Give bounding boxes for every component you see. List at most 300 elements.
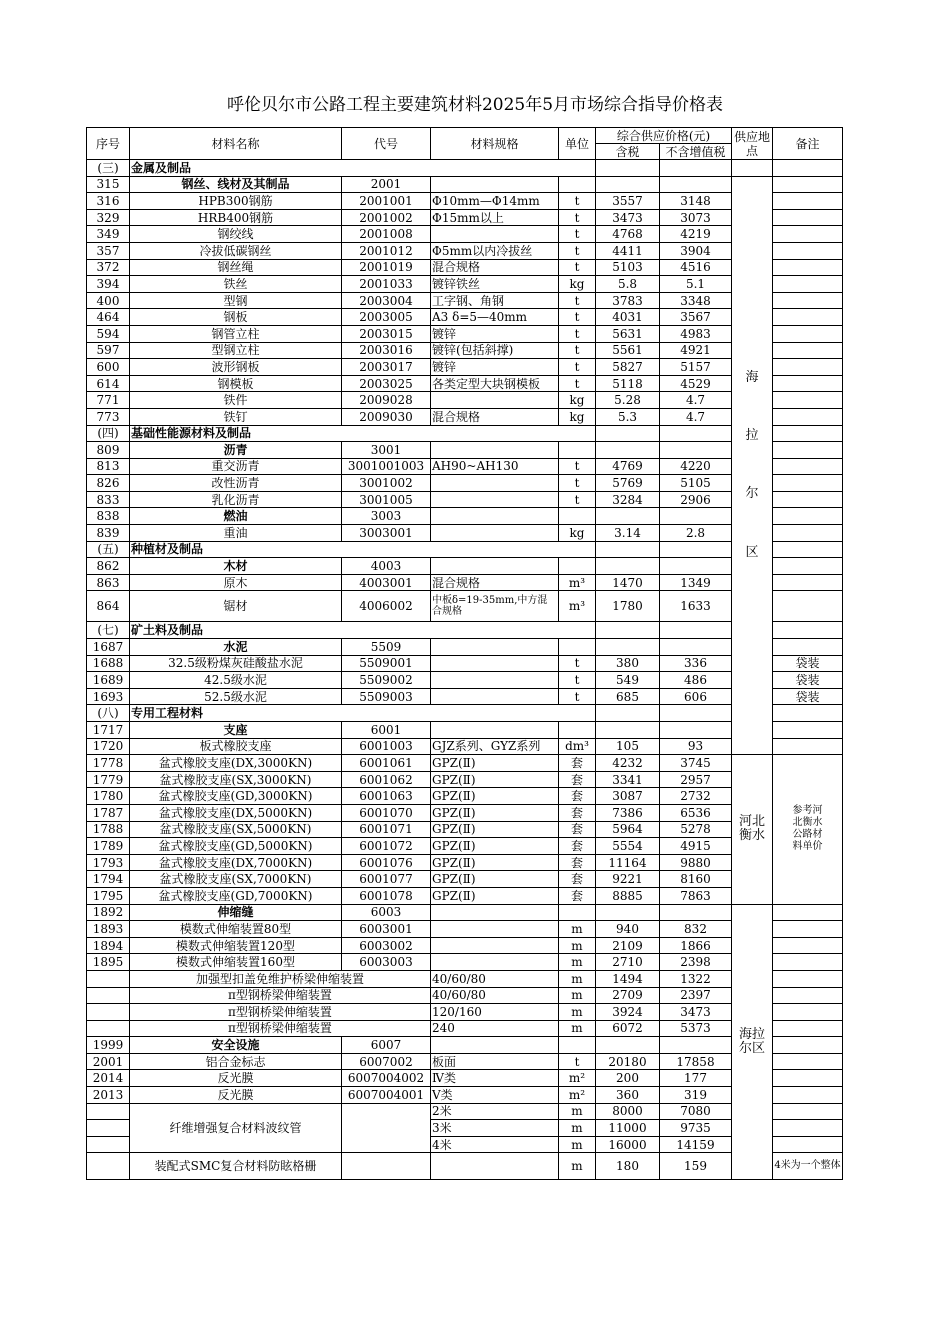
material-spec: A3 δ=5—40mm [431, 309, 559, 326]
material-code: 2001019 [342, 259, 431, 276]
material-name: 32.5级粉煤灰硅酸盐水泥 [130, 655, 342, 672]
price-notax: 4915 [660, 838, 732, 855]
material-spec [431, 508, 559, 525]
row-no: 839 [87, 525, 130, 542]
row-no: 614 [87, 375, 130, 392]
material-spec [431, 392, 559, 409]
material-name: 盆式橡胶支座(DX,3000KN) [130, 755, 342, 772]
material-code: 4003 [342, 558, 431, 575]
row-no: 1893 [87, 921, 130, 938]
price-notax: 4983 [660, 325, 732, 342]
row-notax [660, 705, 732, 722]
table-row [87, 292, 843, 309]
price-notax: 2398 [660, 954, 732, 971]
material-code: 6003003 [342, 954, 431, 971]
row-no: (七) [87, 622, 130, 639]
material-name: 重交沥青 [130, 458, 342, 475]
material-name: 钢丝绳 [130, 259, 342, 276]
price-tax: 3087 [596, 788, 660, 805]
table-row [87, 541, 843, 558]
table-row [87, 1103, 843, 1120]
row-no: (三) [87, 160, 130, 177]
material-code: 6001076 [342, 854, 431, 871]
material-unit: t [559, 292, 596, 309]
row-remark [773, 1037, 843, 1054]
row-no: 315 [87, 176, 130, 193]
table-row [87, 276, 843, 293]
row-no: (五) [87, 541, 130, 558]
row-remark [773, 276, 843, 293]
table-row [87, 1020, 843, 1037]
material-code: 6001071 [342, 821, 431, 838]
material-unit: 套 [559, 804, 596, 821]
material-name: 装配式SMC复合材料防眩格栅 [130, 1153, 342, 1180]
row-remark [773, 904, 843, 921]
material-code: 2001008 [342, 226, 431, 243]
material-unit: 套 [559, 771, 596, 788]
table-row [87, 1037, 843, 1054]
price-table [86, 127, 843, 1180]
row-remark: 袋装 [773, 688, 843, 705]
material-unit [559, 442, 596, 459]
table-row [87, 309, 843, 326]
material-unit: 套 [559, 788, 596, 805]
row-remark [773, 309, 843, 326]
price-notax: 7863 [660, 887, 732, 904]
row-no: 394 [87, 276, 130, 293]
row-no: 1895 [87, 954, 130, 971]
price-tax: 2709 [596, 987, 660, 1004]
material-code: 2001002 [342, 209, 431, 226]
table-row [87, 688, 843, 705]
table-row [87, 970, 843, 987]
price-notax: 4.7 [660, 392, 732, 409]
row-no: 1693 [87, 688, 130, 705]
material-unit [559, 639, 596, 656]
material-spec: 中板δ=19-35mm,中方混合规格 [431, 591, 559, 622]
row-no: 372 [87, 259, 130, 276]
table-row [87, 1070, 843, 1087]
row-no: 1717 [87, 722, 130, 739]
category-name: 专用工程材料 [130, 705, 596, 722]
table-row [87, 160, 843, 177]
row-no: 864 [87, 591, 130, 622]
category-name: 矿土料及制品 [130, 622, 596, 639]
material-unit: m³ [559, 591, 596, 622]
material-name: 盆式橡胶支座(DX,5000KN) [130, 804, 342, 821]
price-notax: 4921 [660, 342, 732, 359]
material-unit: m [559, 921, 596, 938]
row-remark [773, 375, 843, 392]
price-tax [596, 558, 660, 575]
row-no: 1789 [87, 838, 130, 855]
material-spec: 混合规格 [431, 574, 559, 591]
price-notax: 3473 [660, 1004, 732, 1021]
table-row [87, 854, 843, 871]
material-code: 2001012 [342, 242, 431, 259]
material-unit: t [559, 209, 596, 226]
material-unit: kg [559, 276, 596, 293]
material-unit: m [559, 987, 596, 1004]
price-tax: 549 [596, 672, 660, 689]
material-unit: m [559, 1136, 596, 1153]
supply-location-empty [732, 160, 773, 177]
material-code: 2001033 [342, 276, 431, 293]
price-notax [660, 722, 732, 739]
material-spec: GPZ(Ⅱ) [431, 755, 559, 772]
row-no: 1894 [87, 937, 130, 954]
row-remark [773, 442, 843, 459]
row-no: 771 [87, 392, 130, 409]
material-name: 改性沥青 [130, 475, 342, 492]
price-notax: 832 [660, 921, 732, 938]
header-row [87, 128, 843, 144]
table-row [87, 639, 843, 656]
row-no [87, 970, 130, 987]
price-tax: 3.14 [596, 525, 660, 542]
material-name: 波形钢板 [130, 359, 342, 376]
material-code [342, 1103, 431, 1153]
header-price: 综合供应价格(元) [596, 128, 732, 144]
material-name: 铁钉 [130, 408, 342, 425]
price-tax: 5118 [596, 375, 660, 392]
row-no: 1795 [87, 887, 130, 904]
price-tax [596, 1037, 660, 1054]
material-code: 5509001 [342, 655, 431, 672]
row-no: 400 [87, 292, 130, 309]
material-code: 3001 [342, 442, 431, 459]
material-code: 2003017 [342, 359, 431, 376]
price-notax: 93 [660, 738, 732, 755]
table-row [87, 442, 843, 459]
row-remark [773, 325, 843, 342]
row-remark [773, 558, 843, 575]
material-unit: t [559, 259, 596, 276]
row-no [87, 1103, 130, 1120]
price-tax: 4768 [596, 226, 660, 243]
material-name: HPB300钢筋 [130, 193, 342, 210]
material-unit: m³ [559, 574, 596, 591]
material-code: 6003 [342, 904, 431, 921]
material-code: 6001072 [342, 838, 431, 855]
price-tax [596, 176, 660, 193]
price-tax: 5964 [596, 821, 660, 838]
row-remark [773, 1120, 843, 1137]
remark-hebei: 参考河北衡水公路材料单价 [773, 755, 843, 904]
row-remark [773, 1004, 843, 1021]
row-no: 600 [87, 359, 130, 376]
material-spec: 各类定型大块钢模板 [431, 375, 559, 392]
row-no: 862 [87, 558, 130, 575]
material-spec [431, 639, 559, 656]
material-code: 6003001 [342, 921, 431, 938]
material-code: 6001003 [342, 738, 431, 755]
row-no: 594 [87, 325, 130, 342]
price-notax [660, 508, 732, 525]
row-remark [773, 722, 843, 739]
row-remark [773, 408, 843, 425]
row-remark [773, 193, 843, 210]
price-tax: 1780 [596, 591, 660, 622]
material-name: 铁丝 [130, 276, 342, 293]
row-remark [773, 242, 843, 259]
subcategory-name: 伸缩缝 [130, 904, 342, 921]
row-no: (四) [87, 425, 130, 442]
row-no: 1892 [87, 904, 130, 921]
material-name: 铝合金标志 [130, 1053, 342, 1070]
table-row [87, 458, 843, 475]
row-remark [773, 209, 843, 226]
material-code: 2003025 [342, 375, 431, 392]
table-row [87, 954, 843, 971]
material-spec: 240 [431, 1020, 559, 1037]
table-row [87, 1004, 843, 1021]
material-code: 4006002 [342, 591, 431, 622]
table-row [87, 591, 843, 622]
price-tax: 4031 [596, 309, 660, 326]
material-name: 冷拔低碳钢丝 [130, 242, 342, 259]
header-notax: 不含增值税 [660, 144, 732, 160]
material-unit: m [559, 937, 596, 954]
material-code: 6007 [342, 1037, 431, 1054]
material-code: 2003015 [342, 325, 431, 342]
material-spec [431, 688, 559, 705]
material-code: 2009030 [342, 408, 431, 425]
table-row [87, 359, 843, 376]
price-notax: 1633 [660, 591, 732, 622]
material-spec: GPZ(Ⅱ) [431, 838, 559, 855]
price-tax: 3473 [596, 209, 660, 226]
price-tax: 20180 [596, 1053, 660, 1070]
row-remark [773, 639, 843, 656]
material-spec: 板面 [431, 1053, 559, 1070]
row-no [87, 987, 130, 1004]
price-notax: 5278 [660, 821, 732, 838]
price-tax: 3341 [596, 771, 660, 788]
material-code: 2003004 [342, 292, 431, 309]
price-tax: 2109 [596, 937, 660, 954]
table-row [87, 1087, 843, 1104]
material-name: 钢管立柱 [130, 325, 342, 342]
material-name: 纤维增强复合材料波纹管 [130, 1103, 342, 1153]
table-row [87, 193, 843, 210]
table-row [87, 738, 843, 755]
row-no [87, 1136, 130, 1153]
row-remark [773, 954, 843, 971]
material-spec [431, 525, 559, 542]
price-tax [596, 904, 660, 921]
row-remark [773, 622, 843, 639]
material-spec [431, 442, 559, 459]
table-row [87, 871, 843, 888]
material-name: 盆式橡胶支座(GD,3000KN) [130, 788, 342, 805]
material-unit: t [559, 193, 596, 210]
price-tax: 1470 [596, 574, 660, 591]
price-tax: 3557 [596, 193, 660, 210]
price-tax: 3284 [596, 491, 660, 508]
row-no: 597 [87, 342, 130, 359]
price-notax: 5157 [660, 359, 732, 376]
material-unit: 套 [559, 871, 596, 888]
material-spec: GPZ(Ⅱ) [431, 771, 559, 788]
table-row [87, 1053, 843, 1070]
table-row [87, 987, 843, 1004]
material-spec [431, 475, 559, 492]
row-remark [773, 425, 843, 442]
material-unit: m [559, 1120, 596, 1137]
material-unit: t [559, 242, 596, 259]
subcategory-name: 水泥 [130, 639, 342, 656]
price-tax: 6072 [596, 1020, 660, 1037]
material-unit: m² [559, 1070, 596, 1087]
header-remark: 备注 [773, 128, 843, 160]
row-no: 1778 [87, 755, 130, 772]
material-unit: m [559, 1103, 596, 1120]
material-unit [559, 722, 596, 739]
material-unit: t [559, 491, 596, 508]
material-spec: Ⅳ类 [431, 1070, 559, 1087]
row-no: 1687 [87, 639, 130, 656]
table-row [87, 622, 843, 639]
row-remark [773, 1020, 843, 1037]
row-remark [773, 525, 843, 542]
material-unit: kg [559, 392, 596, 409]
table-row [87, 242, 843, 259]
material-name: 盆式橡胶支座(SX,5000KN) [130, 821, 342, 838]
table-row [87, 176, 843, 193]
row-no: (八) [87, 705, 130, 722]
price-tax: 200 [596, 1070, 660, 1087]
row-remark [773, 392, 843, 409]
material-unit: t [559, 655, 596, 672]
material-name: 模数式伸缩装置80型 [130, 921, 342, 938]
row-remark [773, 475, 843, 492]
material-spec: Ⅴ类 [431, 1087, 559, 1104]
material-unit: 套 [559, 821, 596, 838]
material-unit [559, 904, 596, 921]
material-spec: 4米 [431, 1136, 559, 1153]
material-spec: Φ15mm以上 [431, 209, 559, 226]
row-tax [596, 425, 660, 442]
row-remark [773, 1087, 843, 1104]
price-tax: 2710 [596, 954, 660, 971]
price-notax: 3348 [660, 292, 732, 309]
material-name: 钢绞线 [130, 226, 342, 243]
material-spec [431, 1153, 559, 1180]
price-tax: 11164 [596, 854, 660, 871]
material-unit [559, 1037, 596, 1054]
material-unit: m² [559, 1087, 596, 1104]
table-row [87, 904, 843, 921]
row-no: 329 [87, 209, 130, 226]
price-notax: 486 [660, 672, 732, 689]
row-no [87, 1004, 130, 1021]
material-unit [559, 508, 596, 525]
material-code: 2001001 [342, 193, 431, 210]
table-row [87, 755, 843, 772]
material-unit: 套 [559, 887, 596, 904]
table-row [87, 804, 843, 821]
material-spec: GPZ(Ⅱ) [431, 788, 559, 805]
price-notax: 2732 [660, 788, 732, 805]
table-row [87, 1153, 843, 1180]
row-no: 1787 [87, 804, 130, 821]
price-tax: 8885 [596, 887, 660, 904]
material-code: 5509003 [342, 688, 431, 705]
material-unit: t [559, 342, 596, 359]
table-row [87, 392, 843, 409]
material-code: 4003001 [342, 574, 431, 591]
material-unit: 套 [559, 755, 596, 772]
price-tax [596, 508, 660, 525]
price-notax: 2.8 [660, 525, 732, 542]
row-no: 773 [87, 408, 130, 425]
price-tax: 5.28 [596, 392, 660, 409]
material-unit: t [559, 375, 596, 392]
material-unit: m [559, 1020, 596, 1037]
material-unit: t [559, 688, 596, 705]
price-tax: 16000 [596, 1136, 660, 1153]
price-tax: 4769 [596, 458, 660, 475]
row-remark [773, 574, 843, 591]
row-no: 2001 [87, 1053, 130, 1070]
material-name: 型钢立柱 [130, 342, 342, 359]
row-remark [773, 937, 843, 954]
row-no: 1794 [87, 871, 130, 888]
material-code: 3001002 [342, 475, 431, 492]
row-no: 2013 [87, 1087, 130, 1104]
price-notax: 159 [660, 1153, 732, 1180]
row-remark [773, 226, 843, 243]
material-unit: t [559, 1053, 596, 1070]
material-unit: t [559, 672, 596, 689]
row-no: 1779 [87, 771, 130, 788]
table-row [87, 788, 843, 805]
price-tax: 8000 [596, 1103, 660, 1120]
row-no: 2014 [87, 1070, 130, 1087]
header-code: 代号 [342, 128, 431, 160]
table-row [87, 887, 843, 904]
price-notax: 7080 [660, 1103, 732, 1120]
material-spec: 镀锌铁丝 [431, 276, 559, 293]
row-no: 809 [87, 442, 130, 459]
material-spec: 镀锌 [431, 359, 559, 376]
table-row [87, 342, 843, 359]
material-name: 反光膜 [130, 1070, 342, 1087]
table-row [87, 226, 843, 243]
material-spec [431, 655, 559, 672]
material-code: 6001062 [342, 771, 431, 788]
row-no: 838 [87, 508, 130, 525]
row-remark [773, 738, 843, 755]
material-code: 6001070 [342, 804, 431, 821]
material-unit: t [559, 458, 596, 475]
row-remark [773, 342, 843, 359]
row-no: 357 [87, 242, 130, 259]
price-notax: 2397 [660, 987, 732, 1004]
price-notax: 3904 [660, 242, 732, 259]
row-no [87, 1020, 130, 1037]
material-spec [431, 226, 559, 243]
material-spec [431, 176, 559, 193]
row-remark [773, 591, 843, 622]
row-notax [660, 425, 732, 442]
price-tax [596, 639, 660, 656]
material-name: π型钢桥梁伸缩装置 [130, 1020, 431, 1037]
subcategory-name: 沥青 [130, 442, 342, 459]
material-code: 2001 [342, 176, 431, 193]
price-tax: 5769 [596, 475, 660, 492]
